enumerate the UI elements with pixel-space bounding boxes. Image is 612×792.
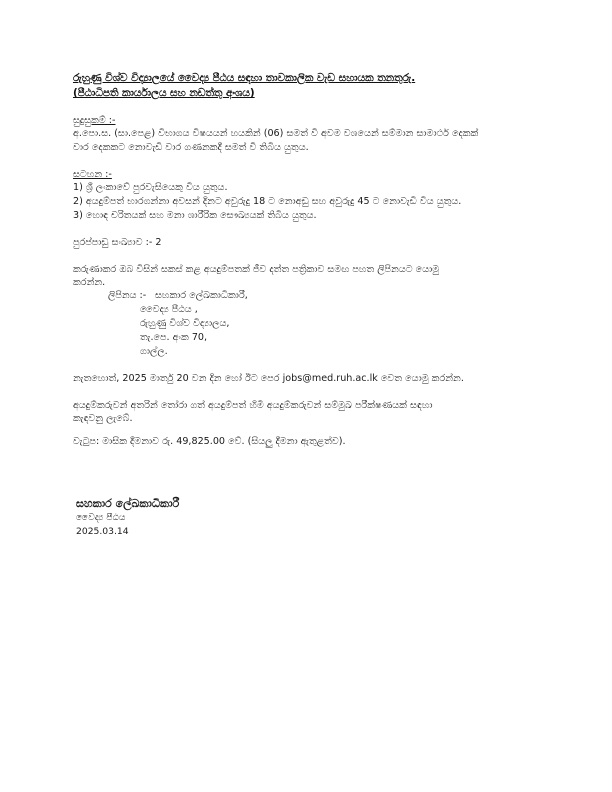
signatory-department: වෛද්‍ය පීඨය [76, 512, 126, 523]
vacancy-count: පුරප්පාඩු සංඛ්‍යාව :- 2 [73, 237, 162, 248]
note-item-2: 2) අයදුම්පත් භාරගන්නා අවසන් දිනට අවුරුදු 18 ට නොඅඩු සහ අවුරුදු 45 ට නොවැඩි විය යුතුය. [73, 196, 462, 207]
salary-text: වැටුප: මාසික දීමනාව රු. 49,825.00 වේ. (සියලු දීමනා ඇතුළත්ව). [73, 436, 346, 447]
notes-heading: සටහන :- [73, 169, 112, 180]
instruction-line-2: කරන්න. [73, 277, 106, 288]
signatory-title: සහකාර ලේඛකාධිකාරී [76, 497, 180, 510]
signature-date: 2025.03.14 [76, 526, 129, 537]
address-line-4: තැ.පෙ. අංක 70, [140, 332, 208, 343]
address-line-2: වෛද්‍ය පීඨය , [140, 304, 198, 315]
page-title: රුහුණු විශ්ව විද්‍යාලයේ වෛද්‍ය පීඨය සඳහා තාවකාලික වැඩ සහායක තනතුරු. [73, 72, 416, 84]
qualifications-line-2: වාර දෙකකට නොවැඩි වාර ගණනකදී සමත් වී තිබිය යුතුය. [73, 142, 309, 153]
shortlist-line-2: කැඳවනු ලැබේ. [73, 413, 133, 424]
note-item-3: 3) හොඳ චරිතයක් සහ මනා ශාරීරික සෞඛ්‍යයක් තිබිය යුතුය. [73, 210, 317, 221]
shortlist-line-1: අයදුම්කරුවන් අතරින් තෝරා ගත් අයදුම්පත් හිමි අයදුම්කරුවන් සම්මුඛ පරීක්ෂණයක් සඳහා [73, 400, 433, 411]
page-subtitle: (පීඨාධිපති කාර්යාලය සහ නඩත්තු අංශය) [73, 87, 255, 99]
address-line-5: ගාල්ල. [140, 346, 168, 357]
qualifications-heading: සුදුසුකම් :- [73, 115, 116, 126]
deadline-text: නැතහොත්, 2025 මාර්තු 20 වන දින හෝ ඊට පෙර jobs@med.ruh.ac.lk වෙත යොමු කරන්න. [73, 373, 464, 384]
address-line-3: රුහුණු විශ්ව විද්‍යාලය, [140, 318, 230, 329]
note-item-1: 1) ශ්‍රී ලංකාවේ පුරවැසියෙකු විය යුතුය. [73, 182, 228, 193]
address-line-1: සහකාර ලේඛකාධිකාරී, [155, 290, 248, 301]
instruction-line-1: කරුණාකර ඔබ විසින් සකස් කළ අයදුම්පතක් ජීව දත්ත පත්‍රිකාව සමඟ පහත ලිපිනයට යොමු [73, 264, 440, 275]
address-label: ලිපිනය :- [108, 290, 147, 301]
qualifications-line-1: අ.පො.ස. (සා.පෙළ) විභාගය විෂයයන් හයකින් (06) සමත් වී අවම වශයෙන් සම්මාන සාමාර්ථ දෙකක් [73, 128, 479, 139]
